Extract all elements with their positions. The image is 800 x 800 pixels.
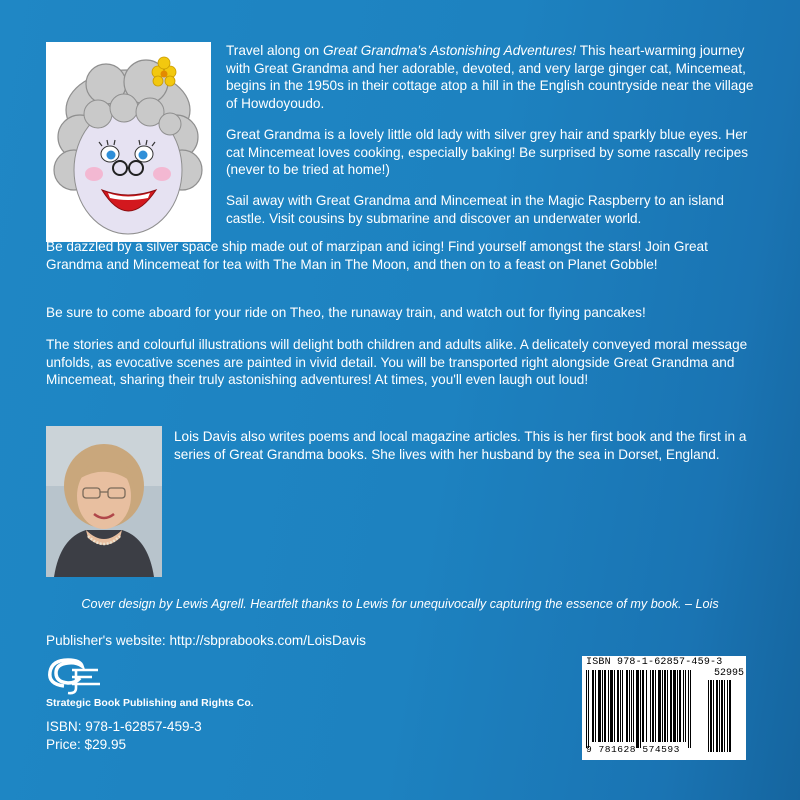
barcode-bar <box>729 680 731 752</box>
author-photo <box>46 426 162 577</box>
isbn-line: ISBN: 978-1-62857-459-3 <box>46 719 202 734</box>
description-paragraph-4: Be dazzled by a silver space ship made out of marzipan and icing! Find yourself amongst the stars! Join Great Grandma and Mincemeat for tea with The Man in The Moon, and then on to a feast on Planet Gobble! <box>46 239 708 272</box>
barcode-bar <box>690 670 691 748</box>
barcode-ean-digits: 9 781628 574593 <box>586 744 680 755</box>
description-paragraph-2: Great Grandma is a lovely little old lady with silver grey hair and sparkly blue eyes. Her cat Mincemeat loves cooking, especially baking! Be surprised by some rascally recipes (never to be tried at home!) <box>226 127 749 177</box>
price-line: Price: $29.95 <box>46 737 127 752</box>
barcode-isbn-label: ISBN 978-1-62857-459-3 <box>586 657 723 668</box>
author-bio: Lois Davis also writes poems and local magazine articles. This is her first book and the first in a series of Great Grandma books. She lives with her husband by the sea in Dorset, England. <box>174 429 747 462</box>
publisher-name: Strategic Book Publishing and Rights Co. <box>46 697 254 709</box>
price-addon-bars <box>708 680 744 756</box>
isbn-barcode <box>582 656 746 760</box>
book-title: Great Grandma's Astonishing Adventures! <box>322 43 577 58</box>
publisher-website: Publisher's website: http://sbprabooks.com/LoisDavis <box>46 633 366 648</box>
ean-bars <box>586 670 702 746</box>
description-paragraph-6: The stories and colourful illustrations will delight both children and adults alike. A delicately conveyed moral message unfolds, as evocative scenes are painted in vivid detail. You will be transported right alongside Great Grandma and Mincemeat, sharing their truly astonishing adventures! At times, you'll even laugh out loud! <box>46 337 748 387</box>
barcode-price-code: 52995 <box>713 668 744 679</box>
publisher-logo <box>46 656 110 696</box>
cover-design-credit: Cover design by Lewis Agrell. Heartfelt thanks to Lewis for unequivocally capturing the essence of my book. – Lois <box>81 597 719 611</box>
description-paragraph-3: Sail away with Great Grandma and Mincemeat in the Magic Raspberry to an island castle. Visit cousins by submarine and discover an underwater world. <box>226 193 724 226</box>
intro-paragraph: Travel along on Great Grandma's Astonishing Adventures! This heart-warming journey with Great Grandma and her adorable, devoted, and very large ginger cat, Mincemeat, begins in the 1950s in their cottage atop a hill in the English countryside near the village of Howdoyoudo. <box>226 43 754 111</box>
description-paragraph-5: Be sure to come aboard for your ride on Theo, the runaway train, and watch out for flying pancakes! <box>46 305 646 320</box>
great-grandma-illustration <box>46 42 211 242</box>
